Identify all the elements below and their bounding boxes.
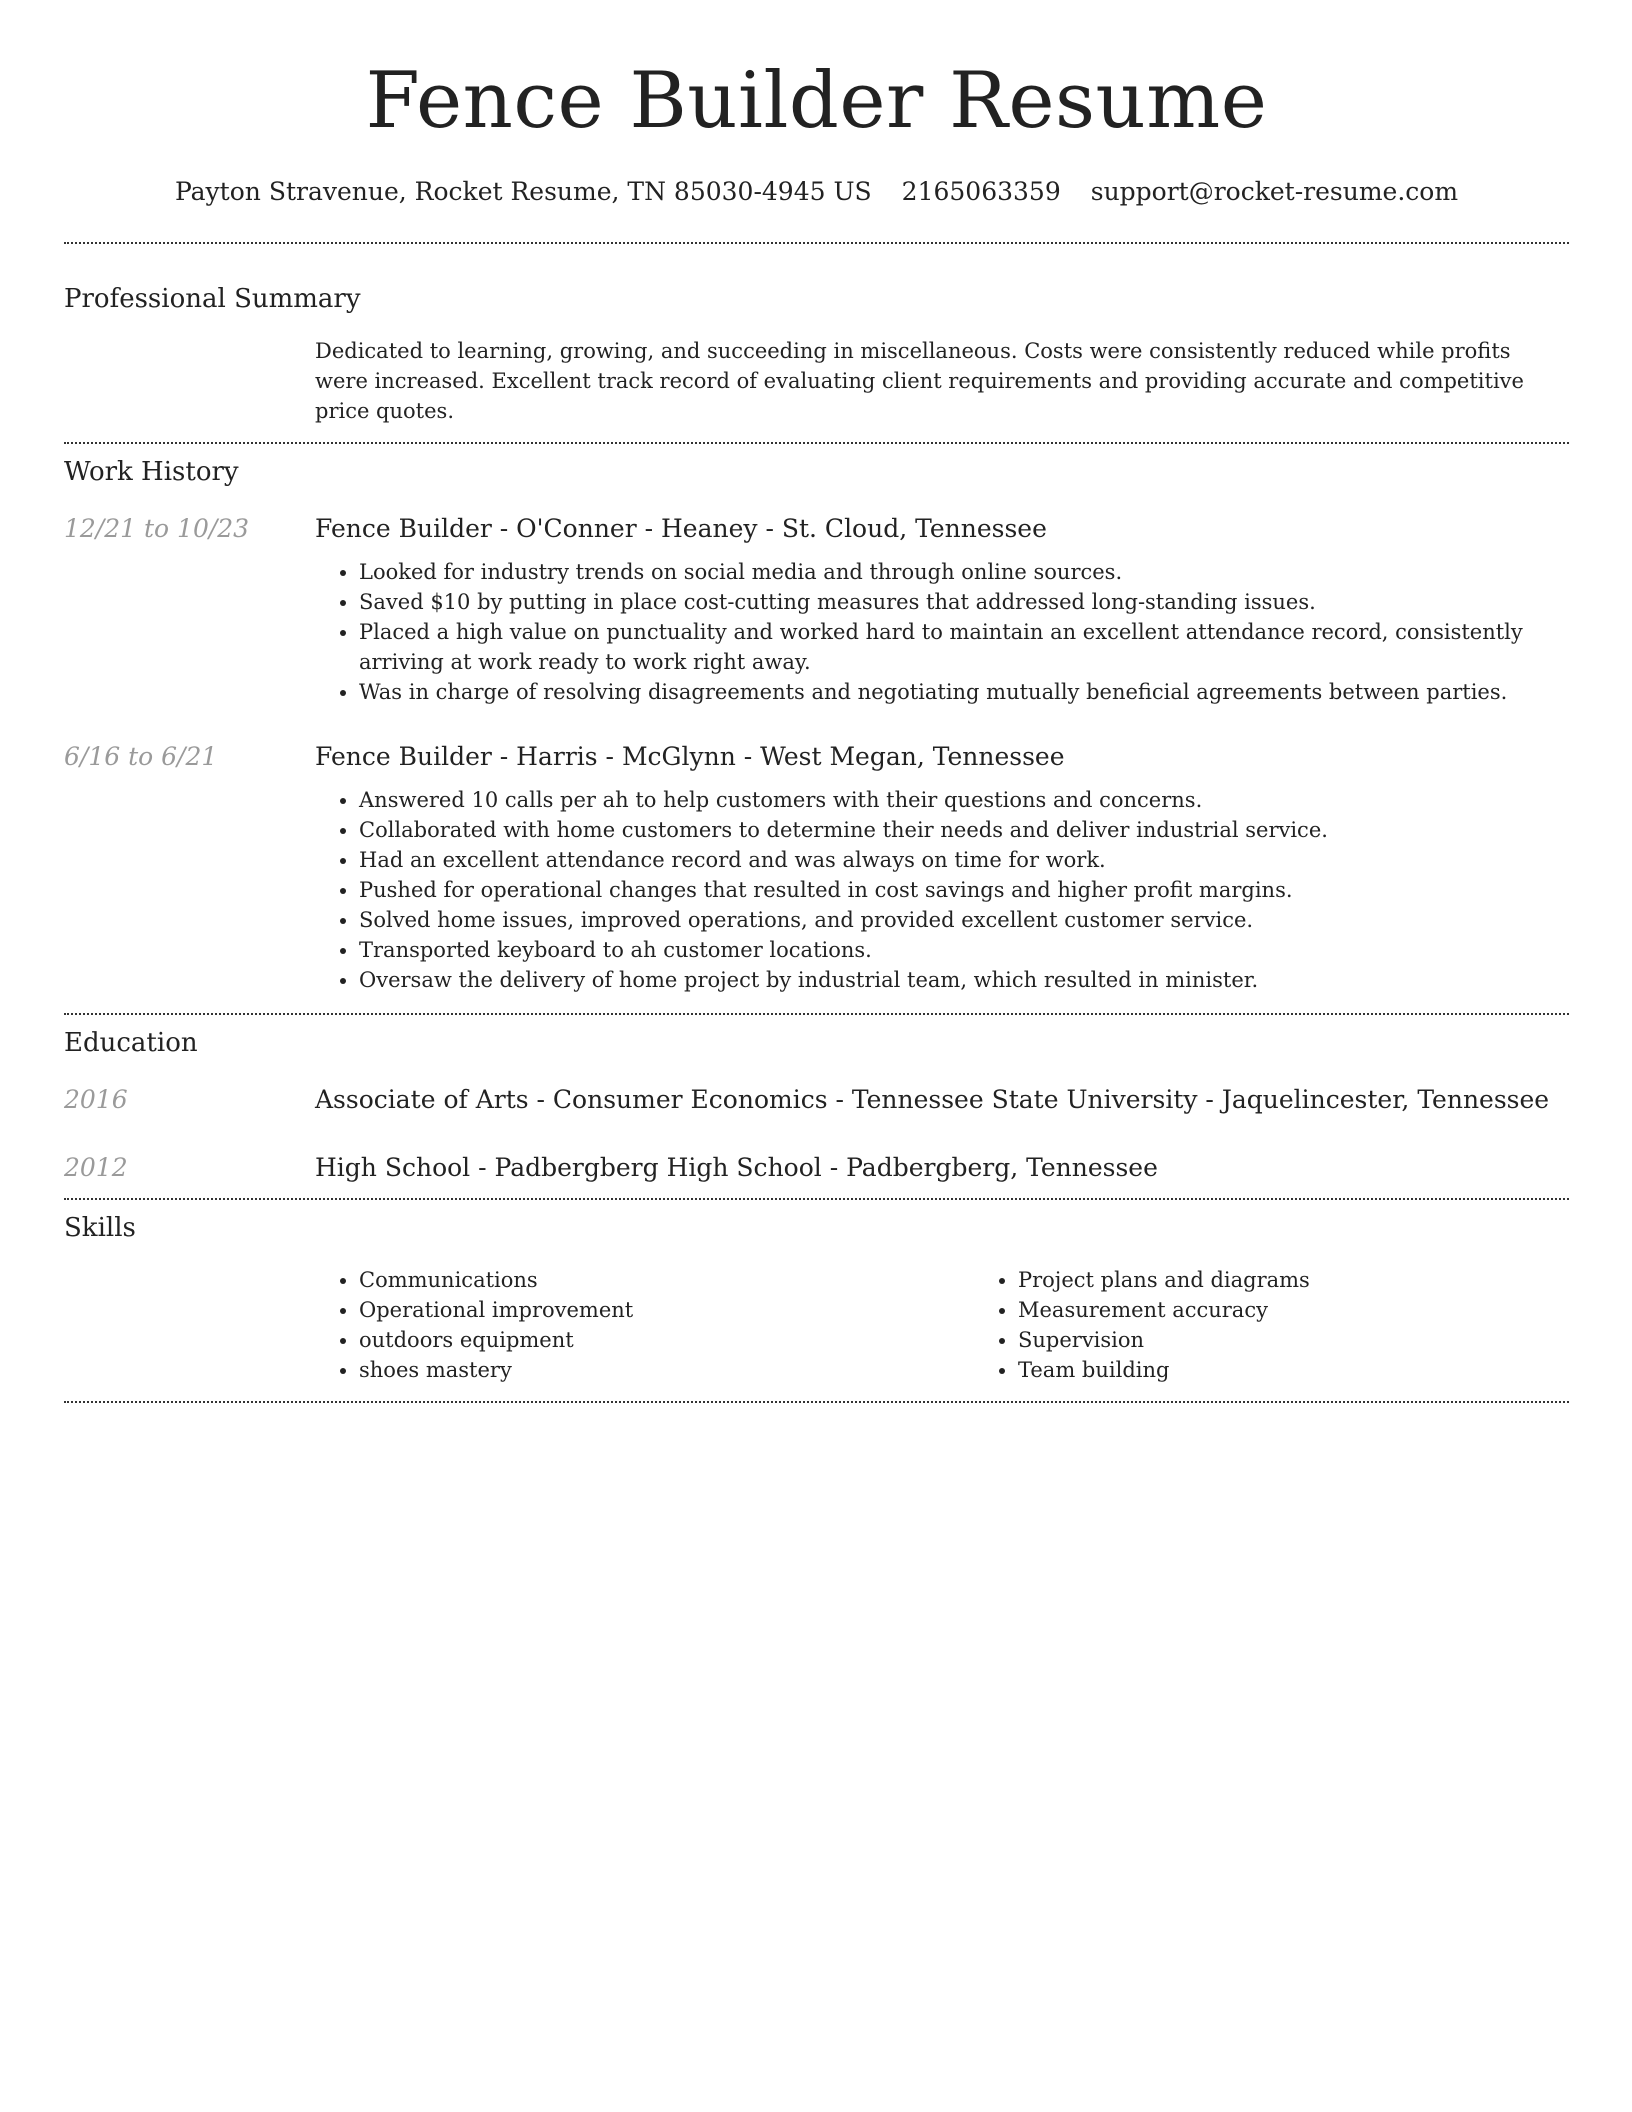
education-year: 2016 <box>64 1085 128 1114</box>
contact-line <box>64 176 1569 208</box>
list-item: • Transported keyboard to ah customer locations. <box>359 935 1569 965</box>
list-item: • Operational improvement <box>359 1295 974 1325</box>
skills-list-right <box>974 1265 1569 1385</box>
education-title <box>315 1152 1569 1184</box>
summary-heading: Professional Summary <box>64 284 361 314</box>
education-degree: Associate of Arts - Consumer Economics <box>315 1085 828 1114</box>
list-item: • Was in charge of resolving disagreements and negotiating mutually beneficial agreements between parties. <box>359 677 1569 707</box>
list-item: • Collaborated with home customers to determine their needs and deliver industrial service. <box>359 815 1569 845</box>
list-item: • Pushed for operational changes that resulted in cost savings and higher profit margins. <box>359 875 1569 905</box>
contact-email: support@rocket-resume.com <box>1090 177 1459 206</box>
work-heading: Work History <box>64 457 239 487</box>
education-details: - Tennessee State University - Jaquelincester, Tennessee <box>827 1085 1550 1114</box>
divider <box>64 1401 1569 1403</box>
education-entry <box>64 1084 1569 1116</box>
list-item: • Communications <box>359 1265 974 1295</box>
education-title <box>315 1084 1569 1116</box>
list-item: • Answered 10 calls per ah to help customers with their questions and concerns. <box>359 785 1569 815</box>
skills-list-left <box>315 1265 974 1385</box>
skills-heading: Skills <box>64 1213 136 1243</box>
list-item: • Solved home issues, improved operations, and provided excellent customer service. <box>359 905 1569 935</box>
list-item: • Supervision <box>1018 1325 1569 1355</box>
job-entry <box>64 741 1569 995</box>
job-title: Fence Builder - Harris - McGlynn - West Megan, Tennessee <box>315 742 1065 771</box>
job-bullets <box>315 557 1569 707</box>
education-entry <box>64 1152 1569 1184</box>
education-year: 2012 <box>64 1153 128 1182</box>
list-item: • outdoors equipment <box>359 1325 974 1355</box>
education-details: - Padbergberg High School - Padbergberg, Tennessee <box>470 1153 1158 1182</box>
list-item: • Looked for industry trends on social media and through online sources. <box>359 557 1569 587</box>
list-item: • Had an excellent attendance record and was always on time for work. <box>359 845 1569 875</box>
summary-section <box>64 244 1569 442</box>
education-section <box>64 1015 1569 1198</box>
job-dates: 12/21 to 10/23 <box>64 514 250 543</box>
list-item: • shoes mastery <box>359 1355 974 1385</box>
job-bullets <box>315 785 1569 995</box>
education-degree: High School <box>315 1153 471 1182</box>
list-item: • Placed a high value on punctuality and worked hard to maintain an excellent attendance record, consistently arriving at work ready to work right away. <box>359 617 1569 677</box>
contact-phone: 2165063359 <box>901 177 1061 206</box>
contact-address: Payton Stravenue, Rocket Resume, TN 85030-4945 US <box>174 177 872 206</box>
list-item: • Team building <box>1018 1355 1569 1385</box>
skills-section <box>64 1200 1569 1401</box>
job-entry <box>64 513 1569 707</box>
list-item: • Oversaw the delivery of home project by industrial team, which resulted in minister. <box>359 965 1569 995</box>
summary-text: Dedicated to learning, growing, and succeeding in miscellaneous. Costs were consistently reduced while profits were increased. Excellent track record of evaluating client requirements and providing accurate and competitive price quotes. <box>315 339 1524 423</box>
job-title: Fence Builder - O'Conner - Heaney - St. Cloud, Tennessee <box>315 514 1047 543</box>
list-item: • Measurement accuracy <box>1018 1295 1569 1325</box>
list-item: • Saved $10 by putting in place cost-cutting measures that addressed long-standing issues. <box>359 587 1569 617</box>
list-item: • Project plans and diagrams <box>1018 1265 1569 1295</box>
resume-title: Fence Builder Resume <box>365 56 1268 146</box>
education-heading: Education <box>64 1028 198 1058</box>
job-dates: 6/16 to 6/21 <box>64 742 218 771</box>
work-section <box>64 444 1569 1013</box>
